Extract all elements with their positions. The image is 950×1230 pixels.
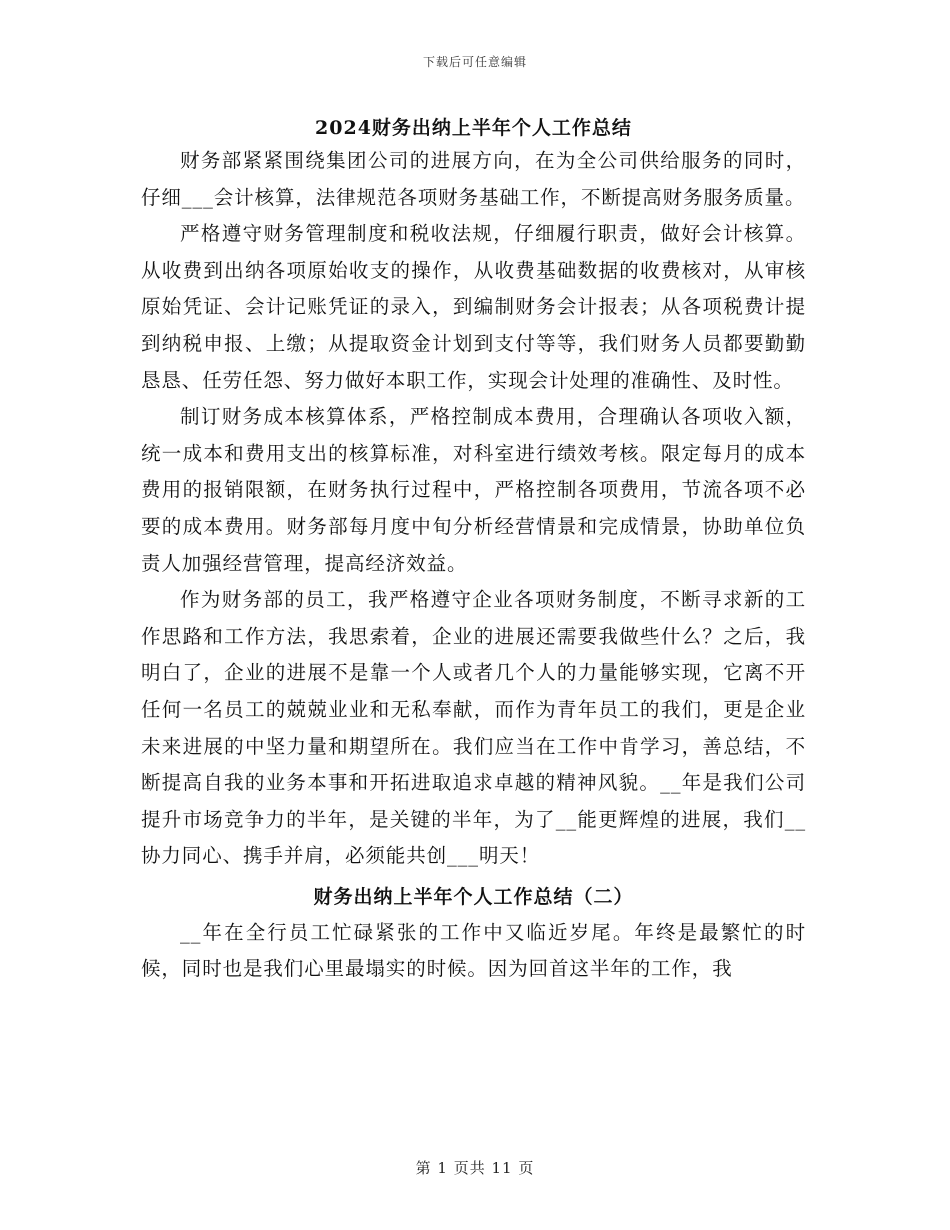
paragraph: 严格遵守财务管理制度和税收法规，仔细履行职责，做好会计核算。从收费到出纳各项原始收支的操作，从收费基础数据的收费核对，从审核原始凭证、会计记账凭证的录入，到编制财务会计报表；从各项税费计提到纳税申报、上缴；从提取资金计划到支付等等，我们财务人员都要勤勤恳恳、任劳任怨、努力做好本职工作，实现会计处理的准确性、及时性。 (141, 222, 806, 392)
document-body (141, 113, 806, 988)
section-title: 财务出纳上半年个人工作总结（二） (313, 885, 634, 908)
document-title: 2024财务出纳上半年个人工作总结 (315, 117, 632, 139)
paragraph: 作为财务部的员工，我严格遵守企业各项财务制度，不断寻求新的工作思路和工作方法，我思索着，企业的进展还需要我做些什么？之后，我明白了，企业的进展不是靠一个人或者几个人的力量能够实现，它离不开任何一名员工的兢兢业业和无私奉献，而作为青年员工的我们，更是企业未来进展的中坚力量和期望所在。我们应当在工作中肯学习，善总结，不断提高自我的业务本事和开拓进取追求卓越的精神风貌。__年是我们公司提升市场竞争力的半年，是关键的半年，为了__能更辉煌的进展，我们__协力同心、携手并肩，必须能共创___明天！ (141, 588, 806, 868)
page-number: 第 1 页共 11 页 (415, 1159, 535, 1177)
page-header-note: 下载后可任意编辑 (422, 55, 527, 69)
paragraph: 财务部紧紧围绕集团公司的进展方向，在为全公司供给服务的同时，仔细___会计核算，法律规范各项财务基础工作，不断提高财务服务质量。 (141, 149, 806, 209)
paragraph: __年在全行员工忙碌紧张的工作中又临近岁尾。年终是最繁忙的时候，同时也是我们心里最塌实的时候。因为回首这半年的工作，我 (141, 920, 806, 981)
paragraph: 制订财务成本核算体系，严格控制成本费用，合理确认各项收入额，统一成本和费用支出的核算标准，对科室进行绩效考核。限定每月的成本费用的报销限额，在财务执行过程中，严格控制各项费用，节流各项不必要的成本费用。财务部每月度中旬分析经营情景和完成情景，协助单位负责人加强经营管理，提高经济效益。 (141, 405, 806, 575)
